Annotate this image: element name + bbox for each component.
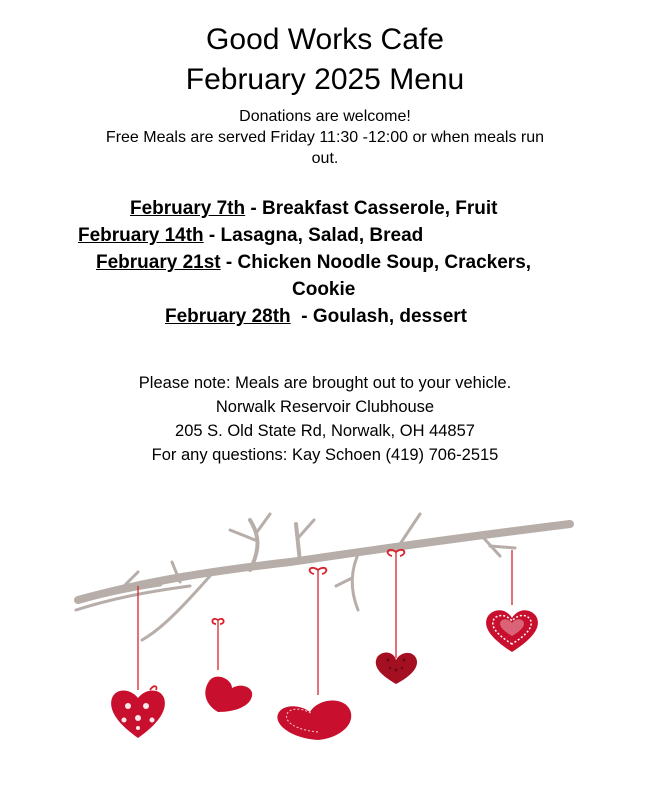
menu-dish: - Goulash, dessert: [290, 306, 467, 327]
address-text: 205 S. Old State Rd, Norwalk, OH 44857: [175, 422, 475, 440]
menu-date: February 28th: [165, 306, 291, 327]
heart-icon: [205, 677, 252, 712]
menu-item: [0, 195, 650, 222]
schedule-text-line2: out.: [311, 150, 339, 167]
info-block: [0, 371, 650, 467]
donations-text: Donations are welcome!: [239, 108, 411, 125]
cafe-title: Good Works Cafe: [206, 23, 444, 56]
menu-list: [0, 195, 650, 330]
bow-icons: [150, 550, 404, 690]
menu-dish: - Chicken Noodle Soup, Crackers,: [220, 252, 532, 273]
menu-item: [0, 249, 650, 276]
intro-text: [80, 106, 570, 169]
menu-item: [0, 303, 650, 330]
heart-icon: [111, 691, 165, 739]
heart-icon: [277, 700, 351, 740]
menu-date: February 7th: [130, 198, 246, 219]
vehicle-note: Please note: Meals are brought out to your vehicle.: [138, 374, 512, 392]
heart-icons: [111, 610, 538, 740]
menu-dish: Cookie: [292, 279, 356, 300]
menu-date: February 21st: [96, 252, 221, 273]
hanging-hearts-illustration: [60, 500, 590, 760]
contact-text: For any questions: Kay Schoen (419) 706-2515: [151, 446, 499, 464]
schedule-text-line1: Free Meals are served Friday 11:30 -12:00 or when meals run: [105, 129, 545, 146]
menu-title: February 2025 Menu: [185, 63, 465, 96]
menu-dish: - Lasagna, Salad, Bread: [203, 225, 424, 246]
location-name: Norwalk Reservoir Clubhouse: [215, 398, 435, 416]
menu-item: [0, 222, 650, 249]
menu-dish: - Breakfast Casserole, Fruit: [245, 198, 498, 219]
menu-item-continued: [0, 276, 650, 303]
menu-date: February 14th: [78, 225, 204, 246]
